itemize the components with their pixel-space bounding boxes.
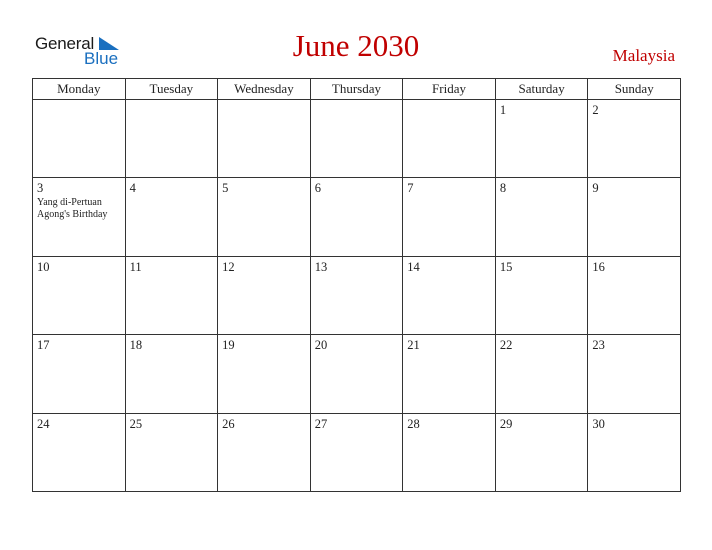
day-number: 26 — [222, 416, 235, 431]
calendar-title: June 2030 — [292, 28, 420, 63]
day-number: 12 — [222, 259, 235, 274]
calendar-day-cell — [588, 256, 681, 334]
calendar-day-cell — [33, 256, 126, 334]
day-number: 10 — [37, 259, 50, 274]
calendar-day-cell — [403, 335, 496, 413]
calendar-day-cell — [310, 100, 403, 178]
day-number: 20 — [314, 338, 328, 353]
calendar-week-row — [33, 335, 681, 413]
day-number: 5 — [222, 181, 229, 196]
day-number: 18 — [129, 338, 143, 353]
holiday-label: Yang di-Pertuan Agong's Birthday — [37, 197, 108, 221]
day-number — [126, 100, 218, 103]
day-number: 29 — [499, 416, 513, 431]
day-number: 19 — [222, 338, 235, 353]
calendar-day-cell — [218, 256, 311, 334]
calendar-day-cell — [403, 178, 496, 256]
day-number: 24 — [37, 416, 50, 431]
calendar-day-cell — [33, 413, 126, 491]
day-number: 30 — [592, 416, 605, 431]
calendar-day-cell — [33, 335, 126, 413]
day-number: 2 — [592, 103, 599, 117]
calendar-week-row — [33, 100, 681, 178]
calendar-day-cell — [495, 413, 588, 491]
calendar-day-cell — [403, 413, 496, 491]
day-number: 11 — [129, 259, 142, 274]
calendar-week-row — [33, 178, 681, 256]
logo-blue-text: Blue — [84, 49, 119, 68]
weekday-header: Monday — [33, 79, 126, 100]
calendar-day-cell — [495, 100, 588, 178]
day-number: 9 — [592, 181, 599, 196]
day-number: 13 — [314, 259, 328, 274]
day-number: 23 — [592, 338, 605, 353]
calendar-day-cell — [310, 256, 403, 334]
calendar-day-cell — [218, 335, 311, 413]
calendar-grid — [32, 78, 681, 492]
calendar-day-cell — [218, 178, 311, 256]
weekday-header: Sunday — [588, 79, 681, 100]
day-number: 4 — [129, 181, 136, 196]
calendar-day-cell — [495, 178, 588, 256]
weekday-header-row — [33, 79, 681, 100]
day-number: 3 — [37, 181, 44, 196]
weekday-header: Tuesday — [125, 79, 218, 100]
calendar-day-cell — [403, 256, 496, 334]
weekday-header: Thursday — [310, 79, 403, 100]
weekday-header: Saturday — [495, 79, 588, 100]
calendar-day-cell — [125, 335, 218, 413]
day-number: 17 — [37, 338, 50, 353]
day-number — [311, 100, 403, 103]
country-label: Malaysia — [612, 46, 675, 65]
day-number: 22 — [499, 338, 513, 353]
calendar-day-cell — [495, 256, 588, 334]
weekday-header: Friday — [403, 79, 496, 100]
calendar-day-cell — [588, 100, 681, 178]
calendar-body — [33, 100, 681, 492]
day-number: 14 — [407, 259, 420, 274]
calendar-day-cell — [495, 335, 588, 413]
calendar-day-cell — [33, 100, 126, 178]
calendar-day-cell — [218, 100, 311, 178]
day-number: 28 — [407, 416, 420, 431]
day-number — [218, 100, 310, 103]
day-number: 16 — [592, 259, 605, 274]
day-number: 7 — [407, 181, 414, 196]
calendar-day-cell — [218, 413, 311, 491]
logo-general-text: General — [35, 34, 95, 53]
calendar-day-cell — [125, 256, 218, 334]
day-number: 15 — [499, 259, 513, 274]
calendar-week-row — [33, 413, 681, 491]
calendar-week-row — [33, 256, 681, 334]
day-number: 27 — [314, 416, 328, 431]
calendar-day-cell — [125, 413, 218, 491]
calendar-day-cell — [403, 100, 496, 178]
calendar-day-cell — [310, 413, 403, 491]
calendar-day-cell — [588, 413, 681, 491]
calendar-day-cell — [33, 178, 126, 256]
calendar-day-cell — [310, 335, 403, 413]
calendar-day-cell — [588, 335, 681, 413]
weekday-header: Wednesday — [218, 79, 311, 100]
day-number: 8 — [499, 181, 507, 196]
calendar-day-cell — [588, 178, 681, 256]
calendar-day-cell — [125, 178, 218, 256]
day-number: 1 — [499, 103, 507, 117]
day-number — [33, 100, 125, 103]
calendar-day-cell — [125, 100, 218, 178]
day-number — [403, 100, 495, 103]
calendar-day-cell — [310, 178, 403, 256]
day-number: 21 — [407, 338, 420, 353]
day-number: 25 — [129, 416, 143, 431]
day-number: 6 — [314, 181, 321, 196]
